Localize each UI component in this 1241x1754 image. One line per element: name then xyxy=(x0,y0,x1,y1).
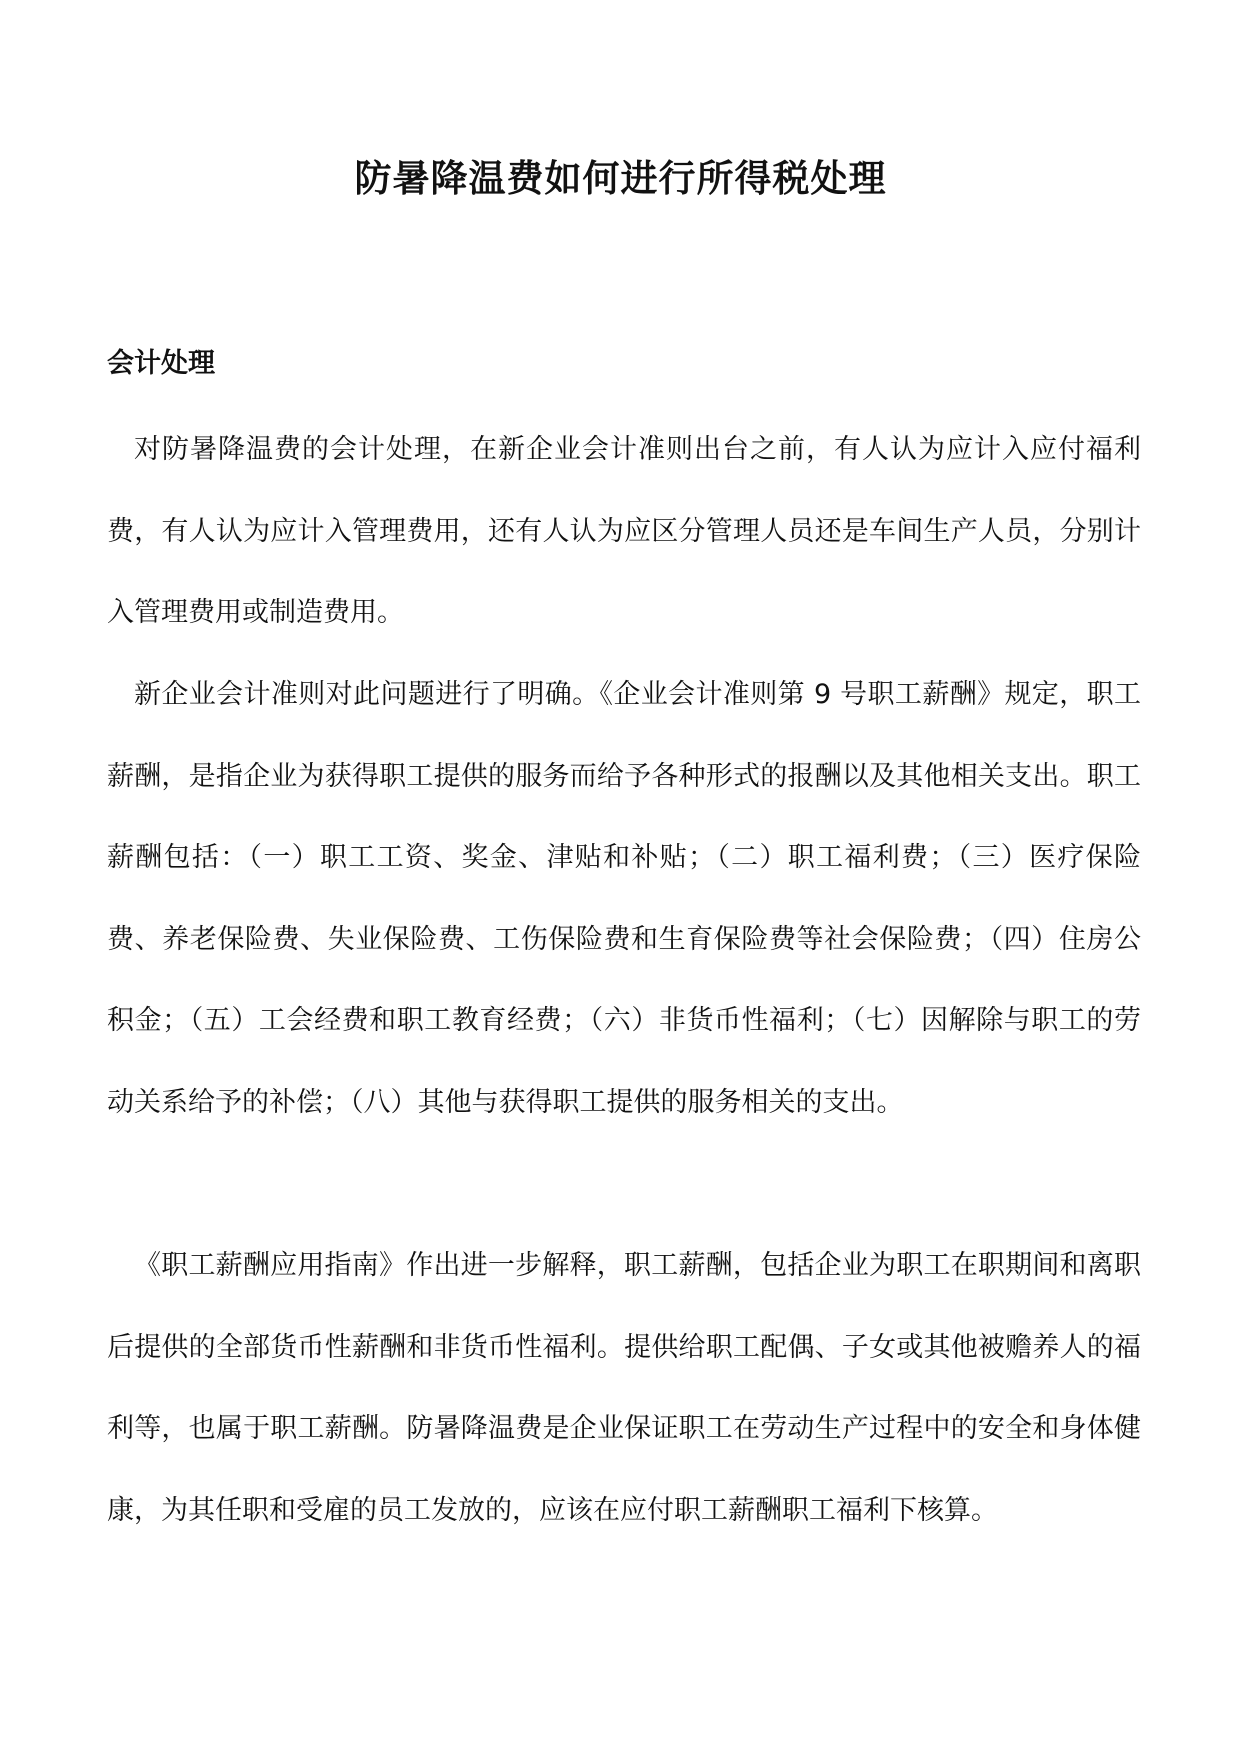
document-title: 防暑降温费如何进行所得税处理 xyxy=(354,156,887,200)
paragraph-accounting-treatment: 对防暑降温费的会计处理，在新企业会计准则出台之前，有人认为应计入应付福利费，有人认为应计入管理费用，还有人认为应区分管理人员还是车间生产人员，分别计入管理费用或制造费用。 xyxy=(107,434,1141,628)
section-heading: 会计处理 xyxy=(107,348,215,379)
paragraph-application-guide: 《职工薪酬应用指南》作出进一步解释，职工薪酬，包括企业为职工在职期间和离职后提供的全部货币性薪酬和非货币性福利。提供给职工配偶、子女或其他被赡养人的福利等，也属于职工薪酬。防暑降温费是企业保证职工在劳动生产过程中的安全和身体健康，为其任职和受雇的员工发放的，应该在应付职工薪酬职工福利下核算。 xyxy=(107,1250,1141,1526)
paragraph-employee-compensation-standard: 新企业会计准则对此问题进行了明确。《企业会计准则第 9 号职工薪酬》规定，职工薪酬，是指企业为获得职工提供的服务而给予各种形式的报酬以及其他相关支出。职工薪酬包括：（一）职工工资、奖金、津贴和补贴；（二）职工福利费；（三）医疗保险费、养老保险费、失业保险费、工伤保险费和生育保险费等社会保险费；（四）住房公积金；（五）工会经费和职工教育经费；（六）非货币性福利；（七）因解除与职工的劳动关系给予的补偿；（八）其他与获得职工提供的服务相关的支出。 xyxy=(107,679,1141,1118)
